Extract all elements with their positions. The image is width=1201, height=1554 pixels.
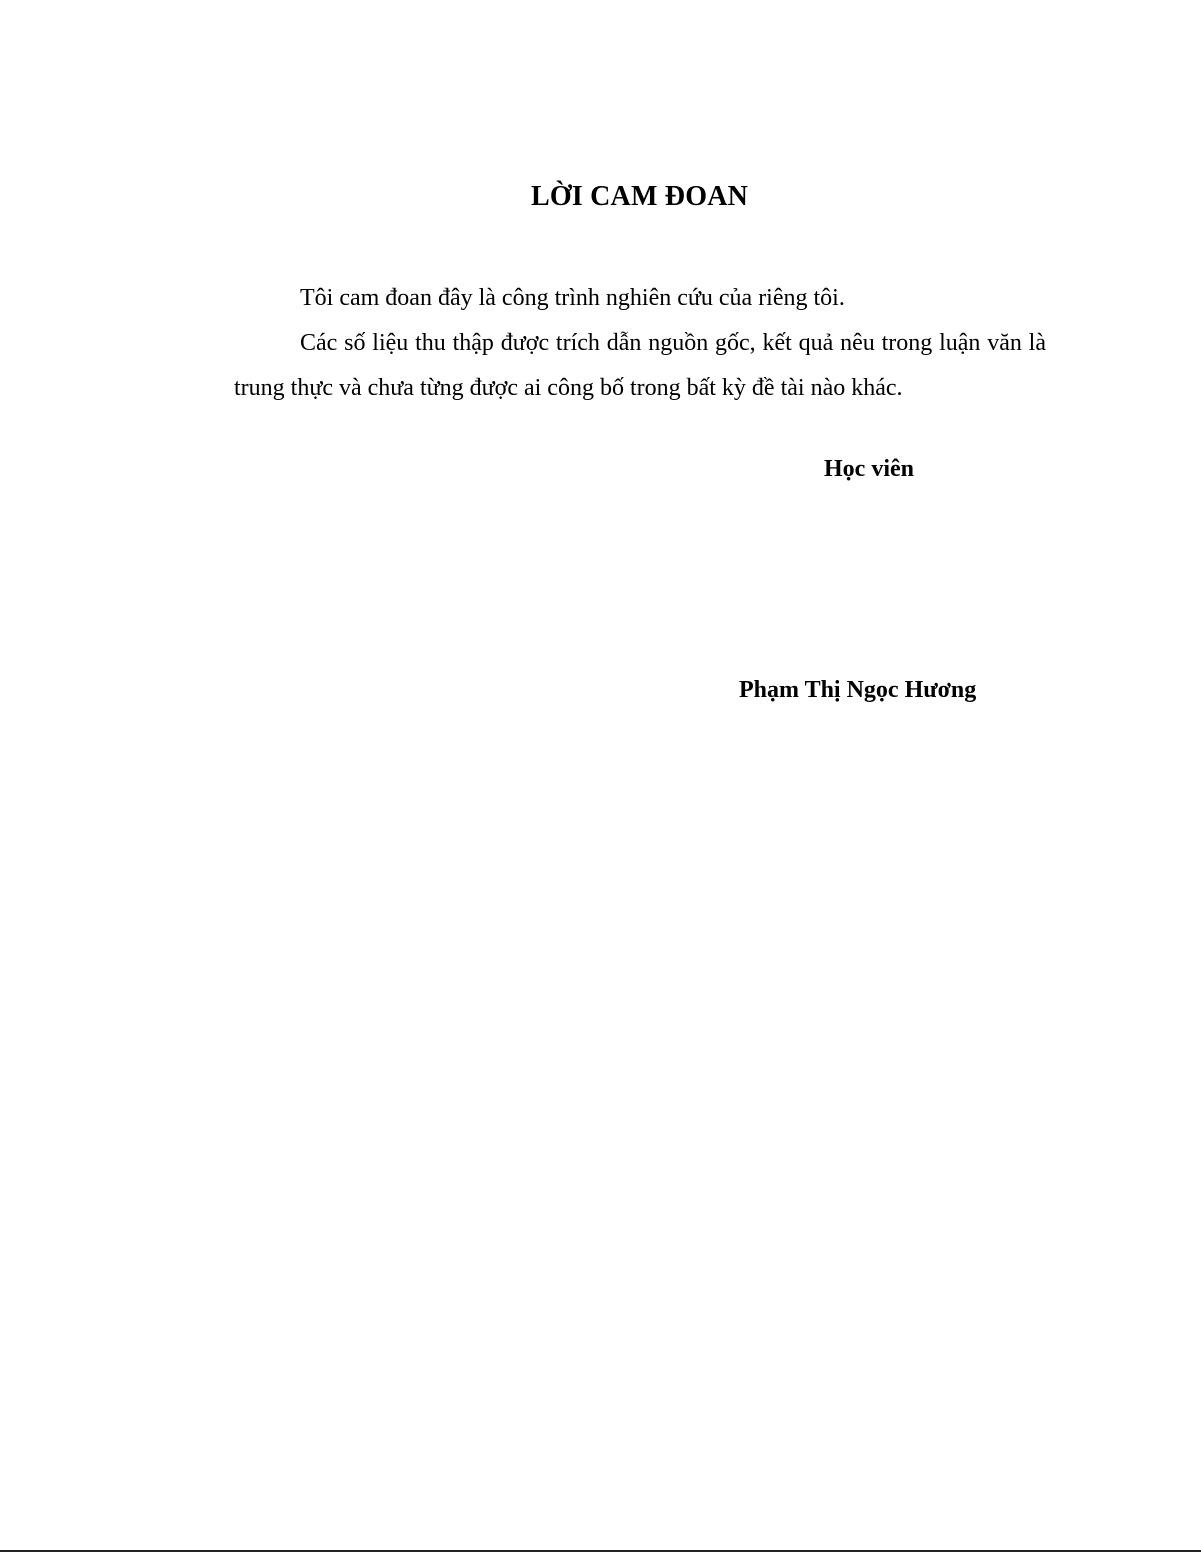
declaration-paragraph-2: Các số liệu thu thập được trích dẫn nguồn gốc, kết quả nêu trong luận văn là trung thực và chưa từng được ai công bố trong bất kỳ đề tài nào khác. xyxy=(234,330,1046,401)
signature-name: Phạm Thị Ngọc Hương xyxy=(739,677,977,703)
page-title: LỜI CAM ĐOAN xyxy=(530,181,749,212)
signature-role: Học viên xyxy=(824,456,914,482)
declaration-paragraph-1: Tôi cam đoan đây là công trình nghiên cứu của riêng tôi. xyxy=(300,285,845,311)
declaration-body xyxy=(234,276,1046,411)
page-bottom-edge xyxy=(0,1550,1201,1552)
